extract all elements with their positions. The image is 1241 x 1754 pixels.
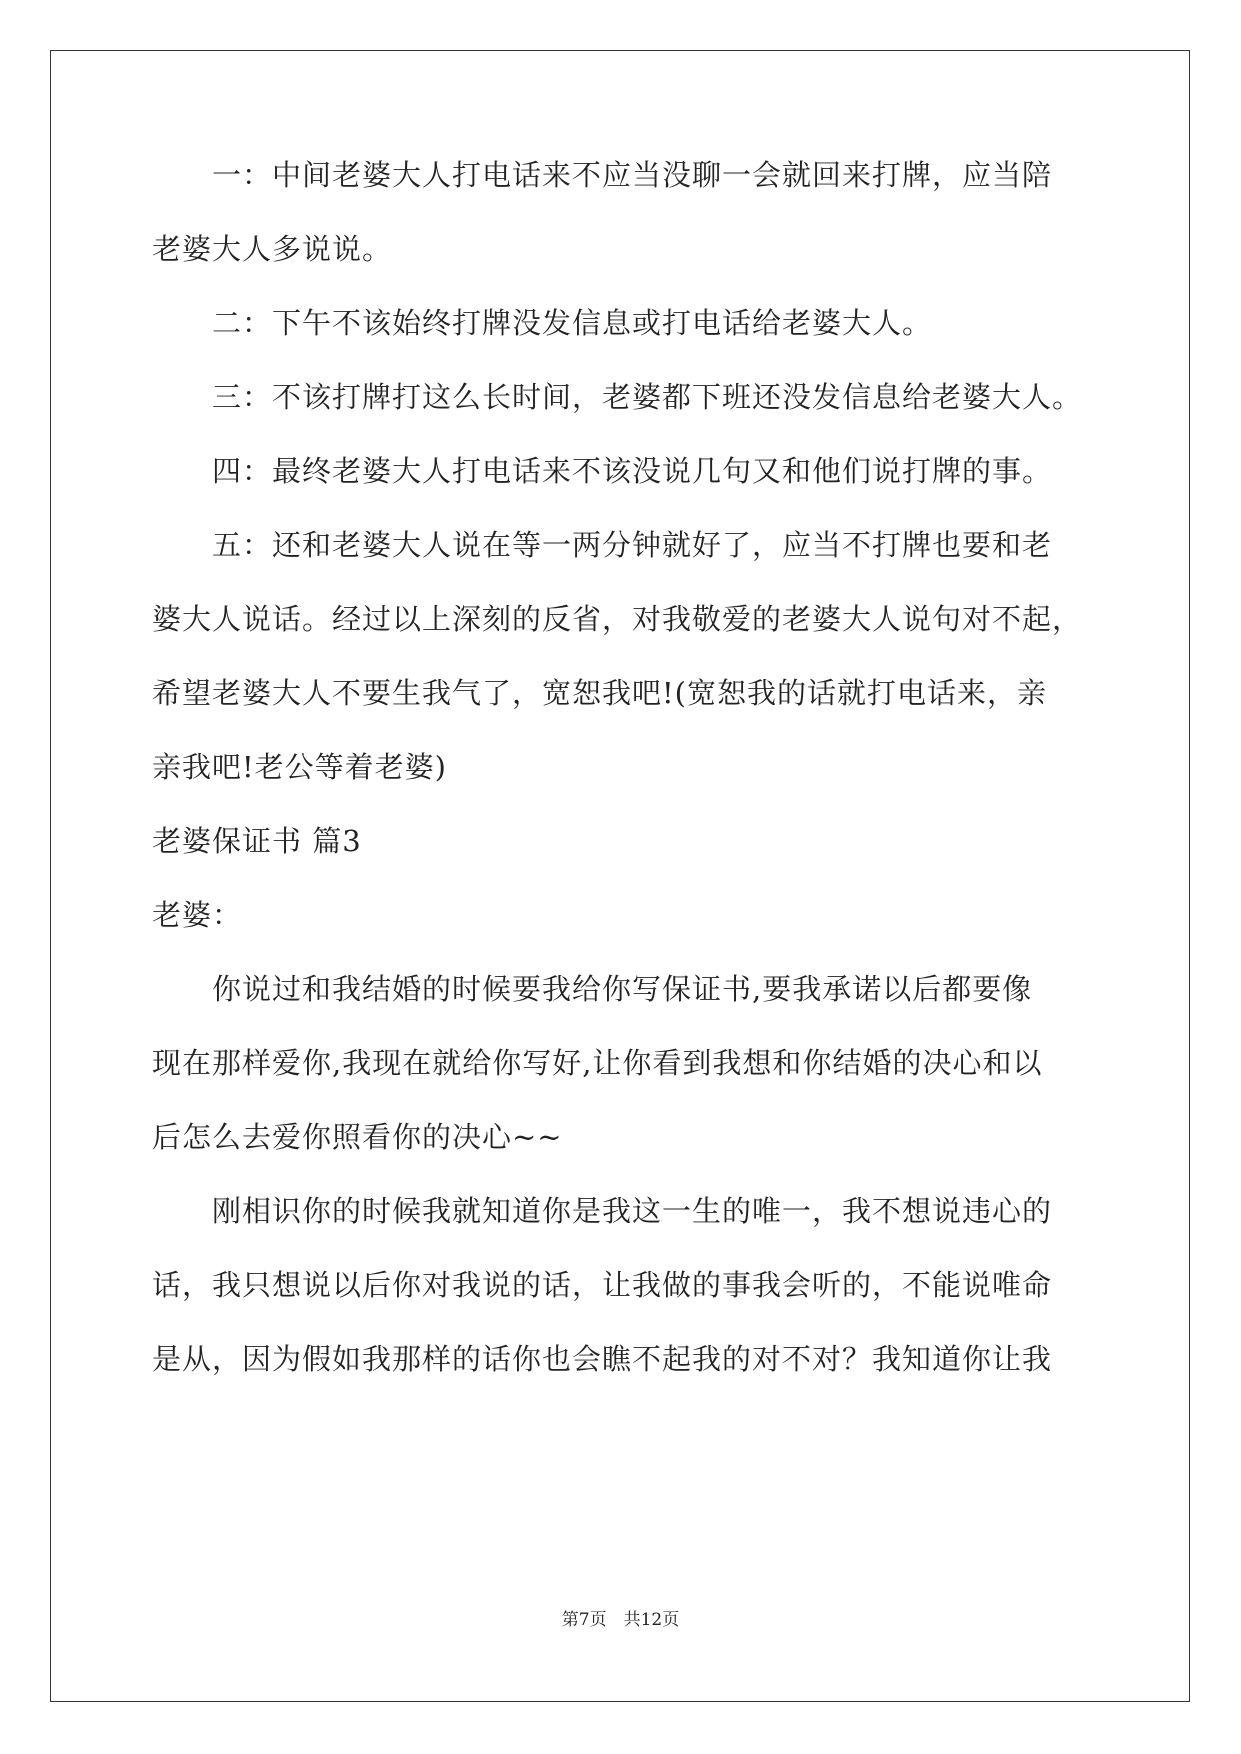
text-line: 现在那样爱你,我现在就给你写好,让你看到我想和你结婚的决心和以 (152, 1046, 1043, 1080)
text-line: 话，我只想说以后你对我说的话，让我做的事我会听的，不能说唯命 (152, 1268, 1053, 1302)
text-line: 五：还和老婆大人说在等一两分钟就好了，应当不打牌也要和老 (152, 528, 1053, 562)
text-line: 婆大人说话。经过以上深刻的反省，对我敬爱的老婆大人说句对不起， (152, 602, 1083, 636)
section-heading: 老婆保证书 篇3 (152, 824, 362, 858)
text-line: 一：中间老婆大人打电话来不应当没聊一会就回来打牌，应当陪 (152, 158, 1053, 192)
page-border (50, 50, 1190, 1702)
text-line: 刚相识你的时候我就知道你是我这一生的唯一，我不想说违心的 (152, 1194, 1053, 1228)
text-line: 后怎么去爱你照看你的决心~~ (152, 1120, 563, 1154)
page-number: 第7页 共12页 (561, 1610, 680, 1630)
text-line: 三：不该打牌打这么长时间，老婆都下班还没发信息给老婆大人。 (152, 380, 1083, 414)
text-line: 亲我吧!老公等着老婆) (152, 750, 447, 784)
text-line: 你说过和我结婚的时候要我给你写保证书,要我承诺以后都要像 (152, 972, 1033, 1006)
page-footer (0, 1610, 1241, 1630)
text-line: 四：最终老婆大人打电话来不该没说几句又和他们说打牌的事。 (152, 454, 1053, 488)
text-line: 老婆大人多说说。 (152, 232, 393, 266)
text-line: 希望老婆大人不要生我气了，宽恕我吧!(宽恕我的话就打电话来，亲 (152, 676, 1047, 710)
text-line: 是从，因为假如我那样的话你也会瞧不起我的对不对？我知道你让我 (152, 1342, 1053, 1376)
text-line: 二：下午不该始终打牌没发信息或打电话给老婆大人。 (152, 306, 933, 340)
salutation: 老婆： (152, 898, 243, 932)
